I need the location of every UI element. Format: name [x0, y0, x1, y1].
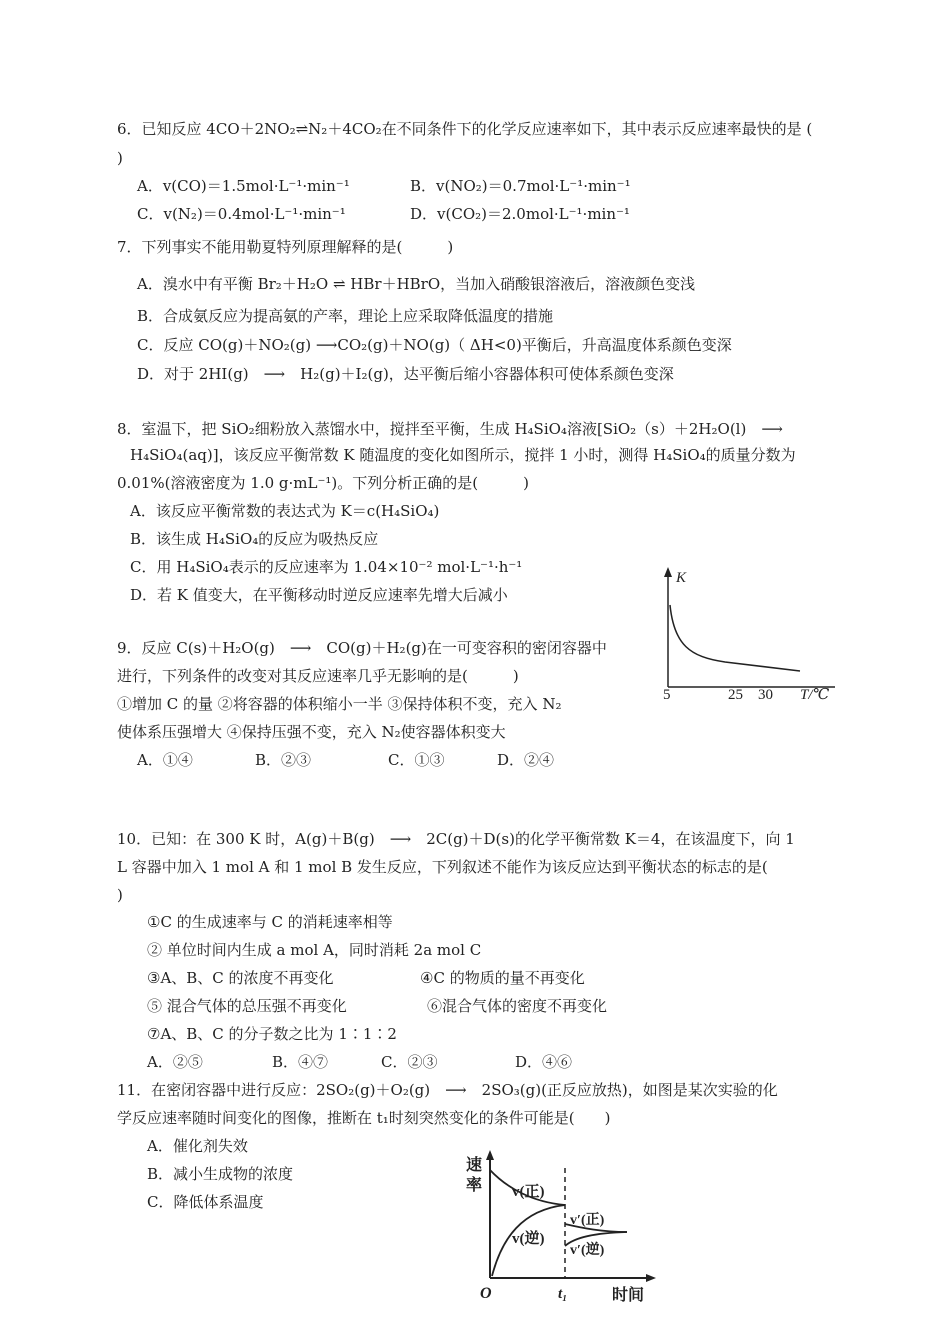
q11-option-a: A．催化剂失效	[147, 1137, 248, 1155]
q9-option-a: A．①④	[137, 751, 193, 769]
q8-option-b: B．该生成 H₄SiO₄的反应为吸热反应	[130, 530, 379, 548]
q10-item-6: ⑥混合气体的密度不再变化	[427, 997, 608, 1015]
q8-stem-line-3: 0.01%(溶液密度为 1.0 g·mL⁻¹)。下列分析正确的是( )	[117, 474, 529, 492]
q6-stem-end: )	[117, 149, 123, 167]
origin-label: O	[480, 1285, 492, 1302]
q10-item-3: ③A、B、C 的浓度不再变化	[147, 969, 334, 987]
q7-option-d: D．对于 2HI(g) ⟶ H₂(g)＋I₂(g)，达平衡后缩小容器体积可使体系颜色变深	[137, 365, 674, 383]
q10-option-a: A．②⑤	[147, 1053, 203, 1071]
rate-graph-y-label-1: 速	[466, 1157, 483, 1174]
q10-item-5: ⑤ 混合气体的总压强不再变化	[147, 997, 347, 1015]
q6-option-c: C．v(N₂)＝0.4mol·L⁻¹·min⁻¹	[137, 205, 346, 223]
k-graph-x-label: T/℃	[800, 687, 830, 703]
q10-stem-line-2: L 容器中加入 1 mol A 和 1 mol B 发生反应，下列叙述不能作为该反应达到平衡状态的标志的是(	[117, 858, 768, 876]
rate-graph-x-label: 时间	[612, 1287, 645, 1304]
q10-item-2: ② 单位时间内生成 a mol A，同时消耗 2a mol C	[147, 941, 482, 959]
rate-graph-x-arrow	[646, 1274, 656, 1282]
q9-stem-line-2: 进行，下列条件的改变对其反应速率几乎无影响的是( )	[117, 667, 519, 685]
q10-option-d: D．④⑥	[515, 1053, 573, 1071]
rate-time-graph	[462, 1148, 662, 1308]
q7-option-c: C．反应 CO(g)＋NO₂(g) ⟶CO₂(g)＋NO(g)（ ΔH<0)平衡后，升高温度体系颜色变深	[137, 336, 732, 354]
q10-stem-line-3: )	[117, 886, 123, 904]
q8-option-a: A．该反应平衡常数的表达式为 K＝c(H₄SiO₄)	[130, 502, 440, 520]
q9-option-c: C．①③	[388, 751, 445, 769]
k-graph-tick-30: 30	[758, 687, 773, 703]
q9-option-b: B．②③	[255, 751, 312, 769]
q10-item-7: ⑦A、B、C 的分子数之比为 1∶1∶2	[147, 1025, 397, 1043]
v-forward-label: v(正)	[512, 1184, 545, 1200]
v-reverse-label: v(逆)	[512, 1231, 545, 1247]
q10-stem-line-1: 10．已知：在 300 K 时，A(g)＋B(g) ⟶ 2C(g)＋D(s)的化学平衡常数 K＝4，在该温度下，向 1	[117, 830, 795, 848]
q7-option-a: A．溴水中有平衡 Br₂＋H₂O ⇌ HBr＋HBrO，当加入硝酸银溶液后，溶液颜色变浅	[137, 275, 696, 293]
q7-option-b: B．合成氨反应为提高氨的产率，理论上应采取降低温度的措施	[137, 307, 554, 325]
k-graph-y-label: K	[676, 570, 687, 586]
k-temperature-graph	[650, 565, 850, 705]
q10-item-4: ④C 的物质的量不再变化	[420, 969, 585, 987]
q11-option-b: B．减小生成物的浓度	[147, 1165, 294, 1183]
k-graph-tick-5: 5	[663, 687, 671, 703]
v-forward-prime-label: v′(正)	[570, 1213, 605, 1228]
q9-stem-line-1: 9．反应 C(s)＋H₂O(g) ⟶ CO(g)＋H₂(g)在一可变容积的密闭容器中	[117, 639, 607, 657]
q11-option-c: C．降低体系温度	[147, 1193, 264, 1211]
k-graph-y-arrow	[664, 567, 672, 577]
q9-conditions-line-2: 使体系压强增大 ④保持压强不变，充入 N₂使容器体积变大	[117, 723, 506, 741]
q6-option-b: B．v(NO₂)＝0.7mol·L⁻¹·min⁻¹	[410, 177, 631, 195]
q7-stem: 7．下列事实不能用勒夏特列原理解释的是( )	[117, 238, 454, 256]
q11-stem-line-1: 11．在密闭容器中进行反应：2SO₂(g)＋O₂(g) ⟶ 2SO₃(g)(正反应放热)，如图是某次实验的化	[117, 1081, 778, 1099]
q6-option-a: A．v(CO)＝1.5mol·L⁻¹·min⁻¹	[137, 177, 350, 195]
q8-stem-line-2: H₄SiO₄(aq)]，该反应平衡常数 K 随温度的变化如图所示，搅拌 1 小时，测得 H₄SiO₄的质量分数为	[130, 446, 796, 464]
q11-stem-line-2: 学反应速率随时间变化的图像，推断在 t₁时刻突然变化的条件可能是( )	[117, 1109, 611, 1127]
q8-stem-line-1: 8．室温下，把 SiO₂细粉放入蒸馏水中，搅拌至平衡，生成 H₄SiO₄溶液[SiO₂（s）＋2H₂O(l) ⟶	[117, 420, 783, 438]
q8-option-d: D．若 K 值变大，在平衡移动时逆反应速率先增大后减小	[130, 586, 508, 604]
rate-graph-y-label-2: 率	[466, 1177, 483, 1194]
k-graph-tick-25: 25	[728, 687, 743, 703]
q10-option-b: B．④⑦	[272, 1053, 329, 1071]
v-reverse-prime-label: v′(逆)	[570, 1243, 605, 1258]
q8-option-c: C．用 H₄SiO₄表示的反应速率为 1.04×10⁻² mol·L⁻¹·h⁻¹	[130, 558, 523, 576]
q10-option-c: C．②③	[381, 1053, 438, 1071]
q10-item-1: ①C 的生成速率与 C 的消耗速率相等	[147, 913, 393, 931]
q9-option-d: D．②④	[497, 751, 555, 769]
q6-option-d: D．v(CO₂)＝2.0mol·L⁻¹·min⁻¹	[410, 205, 630, 223]
rate-graph-y-arrow	[486, 1150, 494, 1160]
q6-stem: 6．已知反应 4CO＋2NO₂⇌N₂＋4CO₂在不同条件下的化学反应速率如下，其中表示反应速率最快的是 (	[117, 120, 813, 138]
q9-conditions-line-1: ①增加 C 的量 ②将容器的体积缩小一半 ③保持体积不变，充入 N₂	[117, 695, 562, 713]
t1-label: t₁	[558, 1286, 568, 1302]
k-curve	[670, 605, 800, 671]
